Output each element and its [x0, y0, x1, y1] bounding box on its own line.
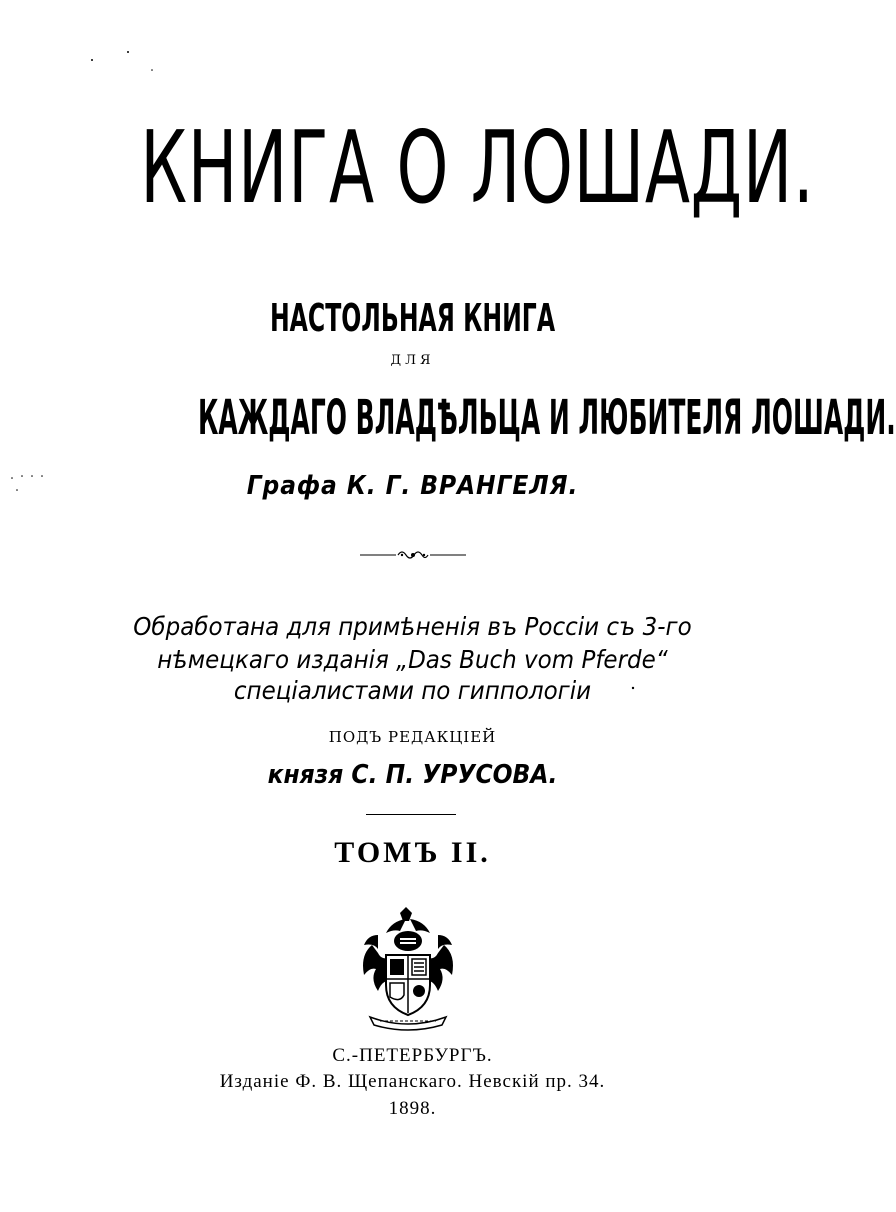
divider-rule	[366, 814, 456, 815]
editor-label: ПОДЪ РЕДАКЦІЕЙ	[328, 728, 497, 746]
subtitle-line-3: КАЖДАГО ВЛАДѢЛЬЦА И ЛЮБИТЕЛЯ ЛОШАДИ.	[198, 390, 896, 446]
editor-name: князя С. П. УРУСОВА.	[267, 760, 558, 790]
book-title: КНИГА О ЛОШАДИ.	[140, 109, 815, 226]
subtitle-line-1: НАСТОЛЬНАЯ КНИГА	[269, 296, 556, 340]
decorative-divider-icon	[0, 545, 825, 565]
volume-label: ТОМЪ II.	[334, 836, 491, 869]
author-name: Графа К. Г. ВРАНГЕЛЯ.	[246, 471, 579, 501]
description-line-2: нѣмецкаго изданія „Das Buch vom Pferde“	[157, 645, 668, 674]
description-line-3: спеціалистами по гиппологіи	[233, 676, 592, 705]
description-line-1: Обработана для примѣненія въ Россіи съ 3-го	[133, 612, 692, 641]
imprint-city: С.-ПЕТЕРБУРГЪ.	[332, 1045, 493, 1066]
imprint-year: 1898.	[388, 1098, 437, 1119]
subtitle-line-2: ДЛЯ	[390, 353, 435, 368]
publisher-emblem-icon	[350, 905, 466, 1030]
imprint-publisher: Изданіе Ф. В. Щепанскаго. Невскій пр. 34.	[219, 1071, 606, 1092]
